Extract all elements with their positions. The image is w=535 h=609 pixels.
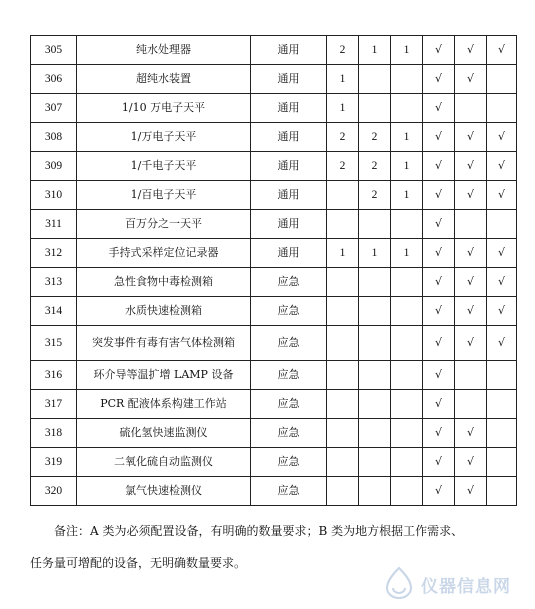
cell-m2: √ (455, 239, 487, 268)
cell-c1: 2 (327, 36, 359, 65)
cell-no: 307 (31, 94, 77, 123)
cell-c2: 2 (359, 152, 391, 181)
cell-m3 (487, 390, 517, 419)
cell-type: 通用 (251, 239, 327, 268)
cell-c3: 1 (391, 36, 423, 65)
cell-c2 (359, 268, 391, 297)
cell-m1: √ (423, 210, 455, 239)
table-row (31, 94, 517, 123)
cell-c3 (391, 297, 423, 326)
cell-m3: √ (487, 181, 517, 210)
cell-type: 通用 (251, 123, 327, 152)
note-line-2: 任务量可增配的设备，无明确数量要求。 (30, 556, 247, 570)
cell-no: 306 (31, 65, 77, 94)
cell-no: 309 (31, 152, 77, 181)
cell-m3 (487, 210, 517, 239)
cell-c1 (327, 419, 359, 448)
cell-no: 313 (31, 268, 77, 297)
cell-c1: 1 (327, 94, 359, 123)
cell-type: 应急 (251, 268, 327, 297)
cell-m1: √ (423, 94, 455, 123)
cell-name: 急性食物中毒检测箱 (77, 268, 251, 297)
cell-c2: 1 (359, 239, 391, 268)
cell-m3 (487, 94, 517, 123)
cell-no: 312 (31, 239, 77, 268)
cell-m1: √ (423, 419, 455, 448)
cell-name: 硫化氢快速监测仪 (77, 419, 251, 448)
note-line-1: 备注：A 类为必须配置设备，有明确的数量要求；B 类为地方根据工作需求、 (54, 524, 464, 538)
cell-c2 (359, 477, 391, 506)
table-body (31, 36, 517, 506)
cell-no: 305 (31, 36, 77, 65)
cell-no: 308 (31, 123, 77, 152)
table-row (31, 390, 517, 419)
cell-c2 (359, 361, 391, 390)
cell-m2: √ (455, 419, 487, 448)
cell-m3: √ (487, 268, 517, 297)
cell-c1 (327, 448, 359, 477)
cell-c3 (391, 448, 423, 477)
cell-c2: 2 (359, 123, 391, 152)
table-row (31, 152, 517, 181)
cell-c3 (391, 390, 423, 419)
cell-name: 纯水处理器 (77, 36, 251, 65)
table-row (31, 123, 517, 152)
cell-c1: 1 (327, 239, 359, 268)
cell-type: 应急 (251, 390, 327, 419)
cell-c1: 2 (327, 123, 359, 152)
cell-m1: √ (423, 268, 455, 297)
cell-no: 320 (31, 477, 77, 506)
cell-m3 (487, 448, 517, 477)
cell-m2 (455, 361, 487, 390)
cell-m3 (487, 361, 517, 390)
cell-name: 二氧化硫自动监测仪 (77, 448, 251, 477)
table-row (31, 419, 517, 448)
cell-name: 1/百电子天平 (77, 181, 251, 210)
table-row (31, 361, 517, 390)
table-row (31, 65, 517, 94)
cell-name: 超纯水装置 (77, 65, 251, 94)
cell-c1 (327, 390, 359, 419)
cell-m3 (487, 419, 517, 448)
cell-m1: √ (423, 123, 455, 152)
cell-name: 环介导等温扩增 LAMP 设备 (77, 361, 251, 390)
cell-m1: √ (423, 390, 455, 419)
cell-c3 (391, 326, 423, 361)
cell-m2: √ (455, 181, 487, 210)
cell-no: 310 (31, 181, 77, 210)
cell-name: 1/万电子天平 (77, 123, 251, 152)
cell-c3 (391, 268, 423, 297)
cell-c1: 1 (327, 65, 359, 94)
cell-m2: √ (455, 123, 487, 152)
cell-type: 通用 (251, 36, 327, 65)
cell-m3: √ (487, 239, 517, 268)
cell-c2 (359, 390, 391, 419)
cell-m2: √ (455, 477, 487, 506)
cell-c3 (391, 65, 423, 94)
table-row (31, 210, 517, 239)
cell-name: 氯气快速检测仪 (77, 477, 251, 506)
watermark-logo-icon (379, 566, 419, 600)
cell-type: 通用 (251, 94, 327, 123)
cell-c2 (359, 326, 391, 361)
cell-m2: √ (455, 268, 487, 297)
cell-name: 1/千电子天平 (77, 152, 251, 181)
cell-m3 (487, 477, 517, 506)
table-row (31, 36, 517, 65)
cell-m1: √ (423, 152, 455, 181)
cell-c2 (359, 297, 391, 326)
cell-c3: 1 (391, 181, 423, 210)
cell-name: 突发事件有毒有害气体检测箱 (77, 326, 251, 361)
cell-m2: √ (455, 297, 487, 326)
cell-c2: 1 (359, 36, 391, 65)
cell-c1 (327, 297, 359, 326)
cell-c1 (327, 477, 359, 506)
cell-type: 通用 (251, 181, 327, 210)
cell-c1 (327, 181, 359, 210)
cell-m3: √ (487, 297, 517, 326)
cell-c2 (359, 210, 391, 239)
cell-no: 316 (31, 361, 77, 390)
cell-type: 应急 (251, 448, 327, 477)
cell-type: 应急 (251, 361, 327, 390)
cell-m1: √ (423, 326, 455, 361)
cell-c2 (359, 94, 391, 123)
cell-c3 (391, 419, 423, 448)
cell-c3 (391, 210, 423, 239)
cell-c1 (327, 210, 359, 239)
table-row (31, 297, 517, 326)
table-row (31, 268, 517, 297)
cell-no: 318 (31, 419, 77, 448)
cell-m3 (487, 65, 517, 94)
cell-type: 通用 (251, 65, 327, 94)
table-row (31, 181, 517, 210)
cell-m1: √ (423, 297, 455, 326)
cell-type: 应急 (251, 326, 327, 361)
cell-name: PCR 配液体系构建工作站 (77, 390, 251, 419)
cell-c1 (327, 326, 359, 361)
cell-no: 311 (31, 210, 77, 239)
cell-no: 314 (31, 297, 77, 326)
table-row (31, 239, 517, 268)
cell-m2: √ (455, 152, 487, 181)
cell-m2: √ (455, 448, 487, 477)
watermark-text: 仪器信息网 (421, 577, 511, 597)
cell-name: 百万分之一天平 (77, 210, 251, 239)
cell-m2 (455, 94, 487, 123)
cell-m2: √ (455, 36, 487, 65)
cell-no: 317 (31, 390, 77, 419)
cell-name: 1/10 万电子天平 (77, 94, 251, 123)
cell-c1 (327, 268, 359, 297)
cell-m1: √ (423, 448, 455, 477)
cell-c1 (327, 361, 359, 390)
cell-c3 (391, 94, 423, 123)
cell-type: 通用 (251, 152, 327, 181)
cell-type: 应急 (251, 419, 327, 448)
cell-c2 (359, 65, 391, 94)
cell-m1: √ (423, 477, 455, 506)
cell-m1: √ (423, 65, 455, 94)
cell-m3: √ (487, 326, 517, 361)
cell-m1: √ (423, 36, 455, 65)
cell-c1: 2 (327, 152, 359, 181)
watermark (379, 566, 519, 600)
cell-m2: √ (455, 326, 487, 361)
cell-no: 315 (31, 326, 77, 361)
table-row (31, 326, 517, 361)
cell-type: 应急 (251, 477, 327, 506)
cell-type: 通用 (251, 210, 327, 239)
cell-m1: √ (423, 239, 455, 268)
cell-c3: 1 (391, 239, 423, 268)
cell-m2 (455, 210, 487, 239)
cell-c2 (359, 419, 391, 448)
cell-c2: 2 (359, 181, 391, 210)
cell-c2 (359, 448, 391, 477)
cell-type: 应急 (251, 297, 327, 326)
cell-m1: √ (423, 361, 455, 390)
cell-c3 (391, 477, 423, 506)
cell-m2: √ (455, 65, 487, 94)
cell-c3: 1 (391, 152, 423, 181)
cell-name: 手持式采样定位记录器 (77, 239, 251, 268)
cell-no: 319 (31, 448, 77, 477)
cell-m3: √ (487, 36, 517, 65)
table-row (31, 448, 517, 477)
cell-c3 (391, 361, 423, 390)
cell-name: 水质快速检测箱 (77, 297, 251, 326)
cell-c3: 1 (391, 123, 423, 152)
cell-m3: √ (487, 123, 517, 152)
cell-m2 (455, 390, 487, 419)
table-row (31, 477, 517, 506)
cell-m3: √ (487, 152, 517, 181)
equipment-table (30, 35, 517, 506)
cell-m1: √ (423, 181, 455, 210)
